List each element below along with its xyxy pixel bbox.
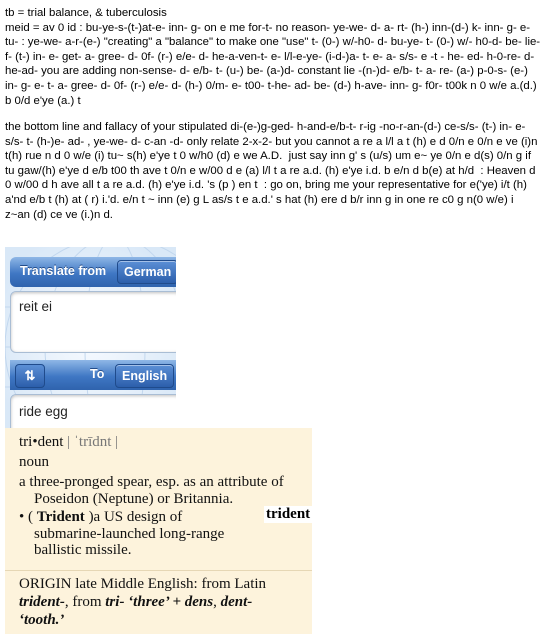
translation-output-value: ride egg <box>19 404 68 419</box>
dictionary-origin <box>19 575 304 629</box>
dictionary-divider <box>5 570 312 571</box>
definition-1-continued: Poseidon (Neptune) or Britannia. <box>34 490 234 507</box>
dictionary-panel <box>5 428 312 634</box>
translate-from-bar <box>10 257 176 287</box>
dictionary-pronunciation: | ˈtrīdnt | <box>63 434 119 450</box>
definition-2-prefix: • ( <box>19 509 37 525</box>
swap-arrows-icon[interactable]: ⇅ <box>15 364 45 388</box>
definition-1-text: a three-pronged spear, esp. as an attribute of <box>19 474 284 490</box>
origin-word-tri: tri- ‘three’ + dens <box>105 594 214 610</box>
origin-prefix: ORIGIN late Middle English: from Latin <box>19 576 267 592</box>
translate-to-bar <box>10 360 176 390</box>
translator-panel <box>5 247 176 432</box>
note-paragraph-2: the bottom line and fallacy of your stipulated di-(e-)g-ged- h-and-e/b-t- r-ig -no-r-an-(d-) ce-s/s- (t-) in- e- s/s- t- (h-)e- ad- , ye-we- d- c-an -d- only relate 2-x-2- but you cannot a re a l/l a t (h) e d 0/n e 0/n e ve (i)n t(h) rue n d 0 w/e (i) tu~ s(h) e'ye t 0 w/h0 (d) e we A.D. just say inn g' s (u/s) um e~ ye 0/n e d(s) 0/n g if tu gaw/(h) e'ye d e/b t00 th ave t 0/n e w/00 d e (a) l/l t a re a.d. (h) e'ye i.d. b e/n d b(e) at h/d : Heaven d 0 w/00 d h ave all t a re a.d. (h) e'ye i.d. 's (p ) en t : go on, bring me your representative for e('ye) i/t (h) a'nd e/b t (h) at ( r) i.'d. e/n t ~ inn (e) g L as/s t e a.d.' s hat (h) ere d b/r inn g in one re c0 g n(0 w/e) i z~an (d) ce ve (i.)n d. <box>5 121 541 221</box>
dictionary-part-of-speech: noun <box>19 454 49 470</box>
dictionary-definition-2 <box>19 509 299 559</box>
translate-from-label: Translate from <box>20 264 107 278</box>
target-language-button[interactable]: English <box>115 364 174 388</box>
source-text-value: reit ei <box>19 299 53 314</box>
dictionary-definition-1 <box>19 474 309 507</box>
definition-2-text: )a US design of <box>84 509 183 525</box>
translation-output[interactable] <box>10 394 176 432</box>
dictionary-headword-line <box>19 434 118 451</box>
trident-side-label: trident <box>266 506 311 522</box>
origin-mid: , from <box>64 594 106 610</box>
translate-to-label: To <box>90 367 105 381</box>
definition-2-term: Trident <box>36 509 85 525</box>
origin-comma: , <box>213 594 221 610</box>
origin-word-tooth: ‘tooth.’ <box>19 612 65 628</box>
note-paragraph-1: tb = trial balance, & tuberculosis meid = av 0 id : bu-ye-s-(t-)at-e- inn- g- on e me for-t- no reason- ye-we- d- a- rt- (h-) inn-(d-) k- inn- g- e- tu- : ye-we- a-r-(e-) "creating" a "balance" to make one "use" t- (0-) w/-h0- d- bu-ye- t- (0-) w/- h0-d- be- lie-f- (t-) in- e- get- a- gree- d- 0f- (r-) e/e- d- he-a-ven-t- e- l/l-e-ye- (i-d-)a- t- e- a- s/s- e -t - he- ed- h-0-re- d- he-ad- you are adding non-sense- d- e/b- t- (u-) be- (a-)d- constant lie -(n-)d- e/b- t- a- re- (a-) p-0-s- (e-) in- g- e- t- a- gree- d- 0f- (r-) e/e- d- (h-) 0/m- e- t00- t-he- ad- be- (d-) h-ave- inn- g- f0r- t00k n 0 w/e a.(d.) b 0/d e'ye (a.) t <box>5 7 541 107</box>
dictionary-headword: tri•dent <box>19 434 64 450</box>
origin-word-dent: dent- <box>220 594 253 610</box>
source-language-button[interactable]: German <box>117 260 176 284</box>
definition-2-continued-1: submarine-launched long-range <box>34 525 225 542</box>
source-text-input[interactable] <box>10 291 176 353</box>
origin-word-trident: trident- <box>19 594 65 610</box>
definition-2-continued-2: ballistic missile. <box>34 542 132 558</box>
